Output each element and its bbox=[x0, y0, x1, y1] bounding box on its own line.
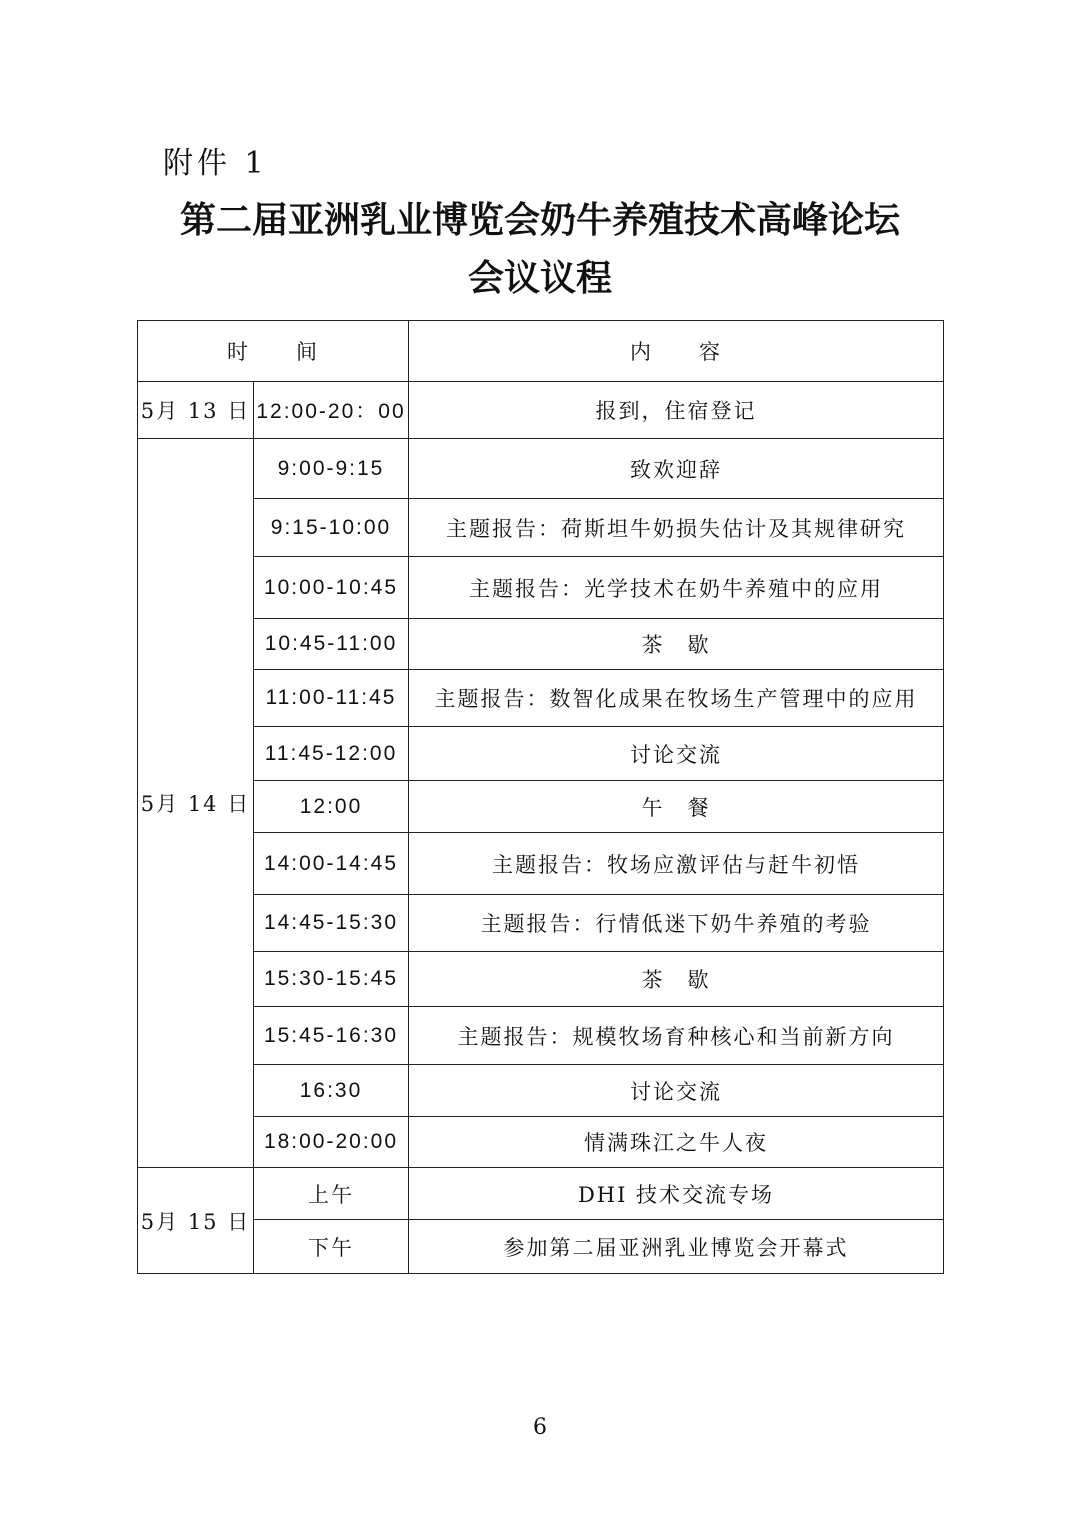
table-row bbox=[138, 557, 944, 619]
time-cell: 10:45-11:00 bbox=[254, 619, 409, 670]
time-cell: 14:00-14:45 bbox=[254, 833, 409, 895]
time-cell: 14:45-15:30 bbox=[254, 895, 409, 952]
table-row bbox=[138, 619, 944, 670]
table-row bbox=[138, 833, 944, 895]
table-row bbox=[138, 1065, 944, 1117]
date-cell-may14: 5月 14 日 bbox=[138, 439, 254, 1168]
agenda-table bbox=[137, 320, 944, 1274]
content-cell: 讨论交流 bbox=[409, 1065, 944, 1117]
page-number: 6 bbox=[533, 1415, 547, 1440]
time-cell: 10:00-10:45 bbox=[254, 557, 409, 619]
time-cell: 12:00-20：00 bbox=[254, 382, 409, 439]
content-cell: 茶 歇 bbox=[409, 952, 944, 1007]
time-cell: 12:00 bbox=[254, 781, 409, 833]
table-row bbox=[138, 781, 944, 833]
table-row bbox=[138, 1007, 944, 1065]
time-cell: 16:30 bbox=[254, 1065, 409, 1117]
content-cell: DHI 技术交流专场 bbox=[409, 1168, 944, 1220]
time-cell: 18:00-20:00 bbox=[254, 1117, 409, 1168]
time-cell: 15:45-16:30 bbox=[254, 1007, 409, 1065]
content-cell: 致欢迎辞 bbox=[409, 439, 944, 499]
time-cell: 9:00-9:15 bbox=[254, 439, 409, 499]
content-cell: 情满珠江之牛人夜 bbox=[409, 1117, 944, 1168]
table-row bbox=[138, 1220, 944, 1274]
content-cell: 讨论交流 bbox=[409, 727, 944, 781]
content-cell: 主题报告：数智化成果在牧场生产管理中的应用 bbox=[409, 670, 944, 727]
content-cell: 午 餐 bbox=[409, 781, 944, 833]
content-cell: 主题报告：荷斯坦牛奶损失估计及其规律研究 bbox=[409, 499, 944, 557]
document-subtitle: 会议议程 bbox=[467, 257, 612, 299]
table-row bbox=[138, 1168, 944, 1220]
content-cell: 主题报告：牧场应激评估与赶牛初悟 bbox=[409, 833, 944, 895]
header-time: 时 间 bbox=[138, 321, 409, 382]
table-header-row bbox=[138, 321, 944, 382]
table-row bbox=[138, 1117, 944, 1168]
table-row bbox=[138, 727, 944, 781]
time-cell: 下午 bbox=[254, 1220, 409, 1274]
table-row bbox=[138, 382, 944, 439]
table-row bbox=[138, 895, 944, 952]
content-cell: 茶 歇 bbox=[409, 619, 944, 670]
table-row bbox=[138, 439, 944, 499]
document-title: 第二届亚洲乳业博览会奶牛养殖技术高峰论坛 bbox=[179, 199, 900, 241]
content-cell: 参加第二届亚洲乳业博览会开幕式 bbox=[409, 1220, 944, 1274]
date-cell-may13: 5月 13 日 bbox=[138, 382, 254, 439]
time-cell: 上午 bbox=[254, 1168, 409, 1220]
time-cell: 11:00-11:45 bbox=[254, 670, 409, 727]
content-cell: 主题报告：行情低迷下奶牛养殖的考验 bbox=[409, 895, 944, 952]
date-cell-may15: 5月 15 日 bbox=[138, 1168, 254, 1274]
time-cell: 15:30-15:45 bbox=[254, 952, 409, 1007]
table-row bbox=[138, 952, 944, 1007]
table-row bbox=[138, 670, 944, 727]
time-cell: 11:45-12:00 bbox=[254, 727, 409, 781]
header-content: 内 容 bbox=[409, 321, 944, 382]
content-cell: 报到，住宿登记 bbox=[409, 382, 944, 439]
table-row bbox=[138, 499, 944, 557]
content-cell: 主题报告：规模牧场育种核心和当前新方向 bbox=[409, 1007, 944, 1065]
time-cell: 9:15-10:00 bbox=[254, 499, 409, 557]
content-cell: 主题报告：光学技术在奶牛养殖中的应用 bbox=[409, 557, 944, 619]
attachment-label: 附件 1 bbox=[163, 146, 268, 181]
